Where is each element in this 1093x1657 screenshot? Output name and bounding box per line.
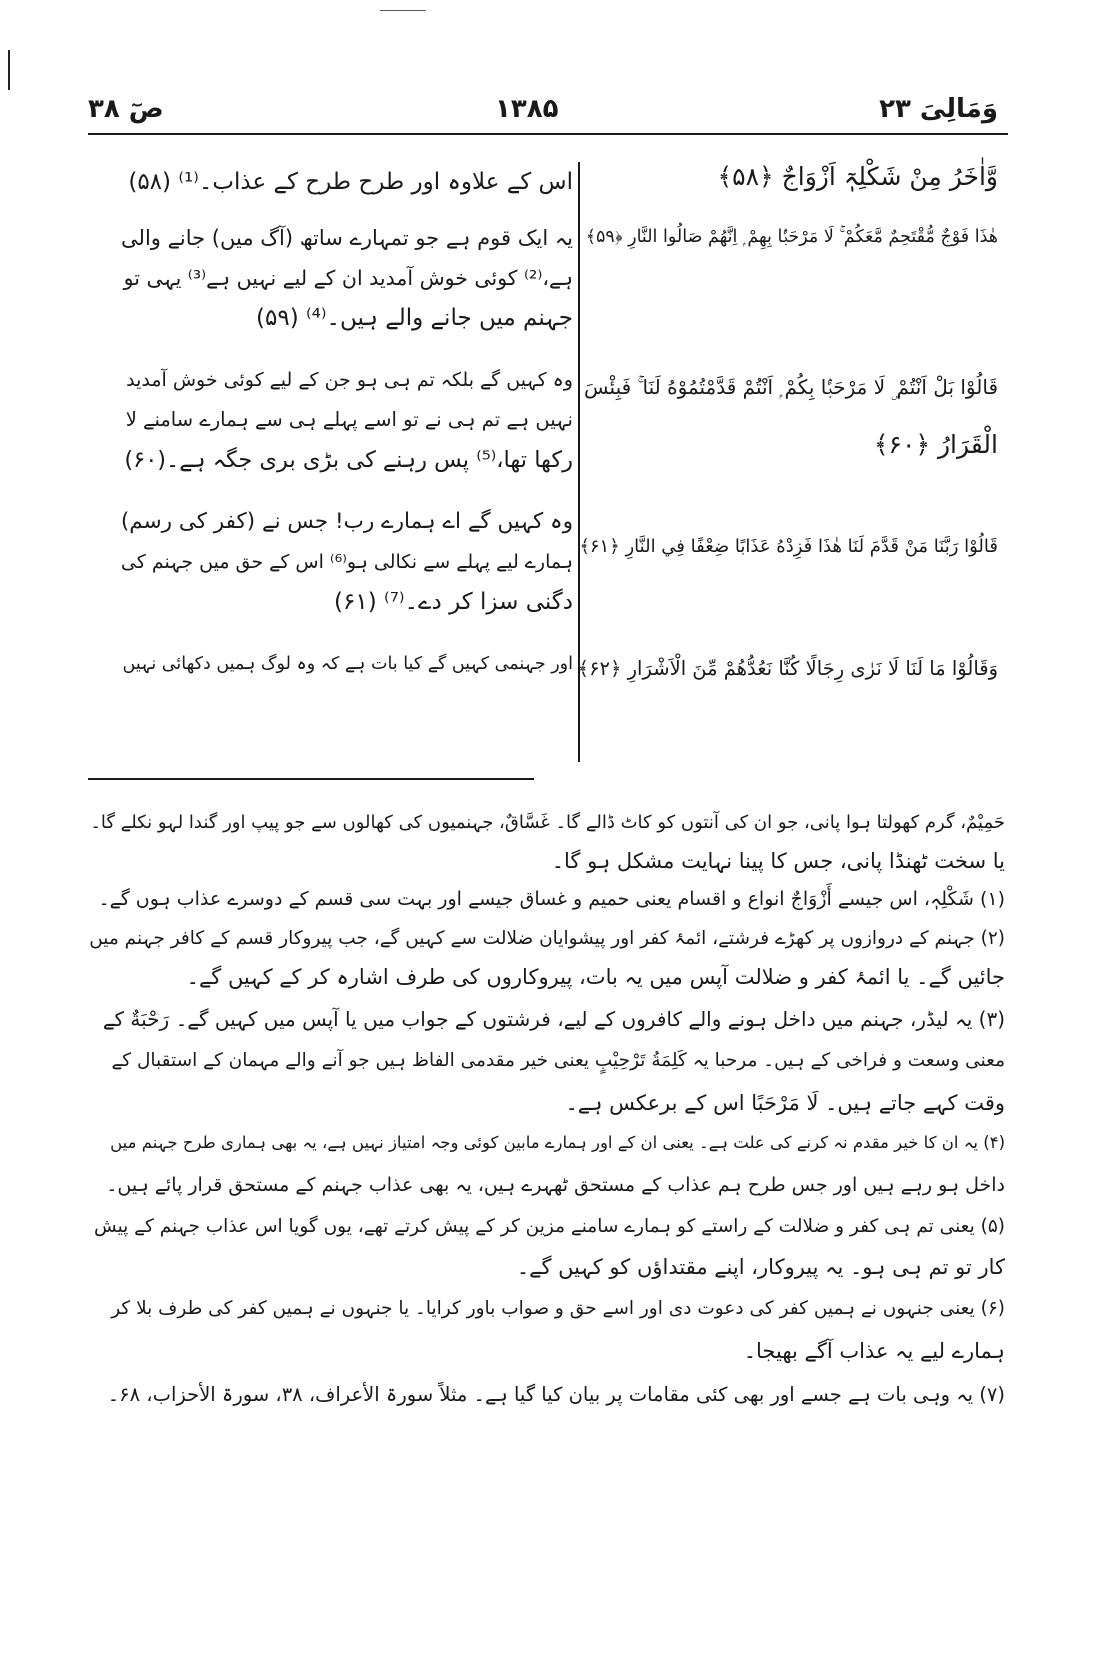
footnote-line: داخل ہو رہے ہیں اور جس طرح ہم عذاب کے مستحق ٹھہرے ہیں، یہ بھی عذاب جہنم کے مستحق قرار پائے ہیں۔: [106, 1174, 1005, 1196]
urdu-line: ہمارے لیے پہلے سے نکالی ہو⁽⁶⁾ اس کے حق میں جہنم کی: [120, 551, 573, 573]
footnote-line: وقت کہے جاتے ہیں۔ لَا مَرْحَبًا اس کے برعکس ہے۔: [565, 1091, 1005, 1115]
arabic-verse-60-end: الْقَرَارُ ﴿۶۰﴾: [873, 430, 998, 459]
binding-edge-mark: [8, 50, 10, 90]
footnote-line: (۱) شَکْلِہٖ، اس جیسے أَزْوَاجٌ انواع و اقسام یعنی حمیم و غساق جیسے اور بہت سی قسم کے دوسرے عذاب ہوں گے۔: [98, 888, 1005, 910]
header-juz-title: وَمَالِیَ ۲۳: [879, 94, 998, 124]
urdu-line: نہیں ہے تم ہی نے تو اسے پہلے ہی سے ہمارے سامنے لا: [125, 408, 573, 431]
urdu-line: اس کے علاوہ اور طرح طرح کے عذاب۔⁽¹⁾ (۵۸): [128, 169, 573, 195]
footnote-line: (۷) یہ وہی بات ہے جسے اور بھی کئی مقامات پر بیان کیا گیا ہے۔ مثلاً سورۃ الأعراف، ۳۸، سورۃ الأحزاب، ۶۸۔: [107, 1383, 1005, 1406]
footnote-line: معنی وسعت و فراخی کے ہیں۔ مرحبا یہ کَلِمَةُ تَرْحِیْبٍ یعنی خیر مقدمی الفاظ ہیں جو آنے والے مہمان کے استقبال کے: [111, 1050, 1005, 1071]
header-surah-title: صٓ ۳۸: [88, 94, 164, 124]
footnote-line: (۵) یعنی تم ہی کفر و ضلالت کے راستے کو ہمارے سامنے مزین کر کے پیش کرتے تھے، یوں گویا اس عذاب جہنم کے پیش: [93, 1216, 1005, 1237]
urdu-line: رکھا تھا،⁽⁵⁾ پس رہنے کی بڑی بری جگہ ہے۔(۶۰): [124, 447, 573, 473]
footnote-line: کار تو تم ہی ہو۔ یہ پیروکار، اپنے مقتداؤں کو کہیں گے۔: [516, 1255, 1005, 1279]
arabic-verse-62: وَقَالُوْا مَا لَنَا لَا نَرٰى رِجَالًا كُنَّا نَعُدُّهُمْ مِّنَ الْاَشْرَارِ ﴿۶۲﴾: [577, 657, 998, 680]
urdu-line: دگنی سزا کر دے۔⁽⁷⁾ (۶۱): [334, 589, 573, 615]
arabic-verse-59: ھٰذَا فَوْجٌ مُّقْتَحِمٌ مَّعَكُمْ ۚ لَا مَرْحَبًۢا بِهِمْ ۭ اِنَّهُمْ صَالُوا النَّارِ ﴿۵۹﴾: [585, 227, 998, 247]
header-rule: [88, 133, 1008, 135]
urdu-line: وہ کہیں گے بلکہ تم ہی ہو جن کے لیے کوئی خوش آمدید: [126, 369, 573, 391]
footnote-rule: [88, 778, 534, 780]
arabic-verse-61: قَالُوْا رَبَّنَا مَنْ قَدَّمَ لَنَا هٰذَا فَزِدْهُ عَذَابًا ضِعْفًا فِي النَّارِ ﴿۶۱﴾: [579, 536, 998, 557]
footnote-line: (۳) یہ لیڈر، جہنم میں داخل ہونے والے کافروں کے لیے، فرشتوں کے جواب میں یا آپس میں کہیں گے۔ رَحْبَةٌ کے: [102, 1007, 1005, 1031]
footnote-line: ہمارے لیے یہ عذاب آگے بھیجا۔: [743, 1339, 1005, 1363]
urdu-line: اور جہنمی کہیں گے کیا بات ہے کہ وہ لوگ ہمیں دکھائی نہیں: [122, 654, 573, 674]
footnote-line: (۲) جہنم کے دروازوں پر کھڑے فرشتے، ائمۂ کفر اور پیشوایان ضلالت سے کہیں گے، جب پیروکار قسم کے کافر جہنم میں: [89, 928, 1005, 949]
footnote-line: حَمِیْمٌ، گرم کھولتا ہوا پانی، جو ان کی آنتوں کو کاٹ ڈالے گا۔ غَسَّاقٌ، جہنمیوں کی کھالوں سے جو پیپ اور گندا لہو نکلے گا۔: [90, 812, 1005, 833]
urdu-line: یہ ایک قوم ہے جو تمہارے ساتھ (آگ میں) جانے والی: [121, 226, 573, 250]
footnote-line: (۴) یہ ان کا خیر مقدم نہ کرنے کی علت ہے۔ یعنی ان کے اور ہمارے مابین کوئی وجہ امتیاز نہیں ہے، یہ بھی ہماری طرح جہنم میں: [110, 1133, 1005, 1152]
footnote-line: (۶) یعنی جنہوں نے ہمیں کفر کی دعوت دی اور اسے حق و صواب باور کرایا۔ یا جنہوں نے ہمیں کفر کی طرف بلا کر: [111, 1298, 1005, 1319]
footnote-line: یا سخت ٹھنڈا پانی، جس کا پینا نہایت مشکل ہو گا۔: [551, 849, 1005, 873]
urdu-line: ہے،⁽²⁾ کوئی خوش آمدید ان کے لیے نہیں ہے⁽³⁾ یہی تو: [123, 266, 573, 290]
urdu-line: وہ کہیں گے اے ہمارے رب! جس نے (کفر کی رسم): [120, 509, 573, 534]
urdu-line: جہنم میں جانے والے ہیں۔⁽⁴⁾ (۵۹): [256, 305, 573, 331]
arabic-verse-58: وَّاٰخَرُ مِنْ شَکْلِہٖٓ اَزْوَاجٌ ﴿۵۸﴾: [717, 162, 998, 191]
page-number: ۱۳۸۵: [495, 94, 559, 124]
footnote-line: جائیں گے۔ یا ائمۂ کفر و ضلالت آپس میں یہ بات، پیروکاروں کی طرف اشارہ کر کے کہیں گے۔: [186, 965, 1005, 989]
arabic-verse-60: قَالُوْا بَلْ اَنْتُمْ ۣ لَا مَرْحَبًۢا بِكُمْ ۭ اَنْتُمْ قَدَّمْتُمُوْهُ لَنَا ۚ فَبِئْسَ: [584, 375, 998, 399]
top-tick-mark: [380, 10, 426, 11]
